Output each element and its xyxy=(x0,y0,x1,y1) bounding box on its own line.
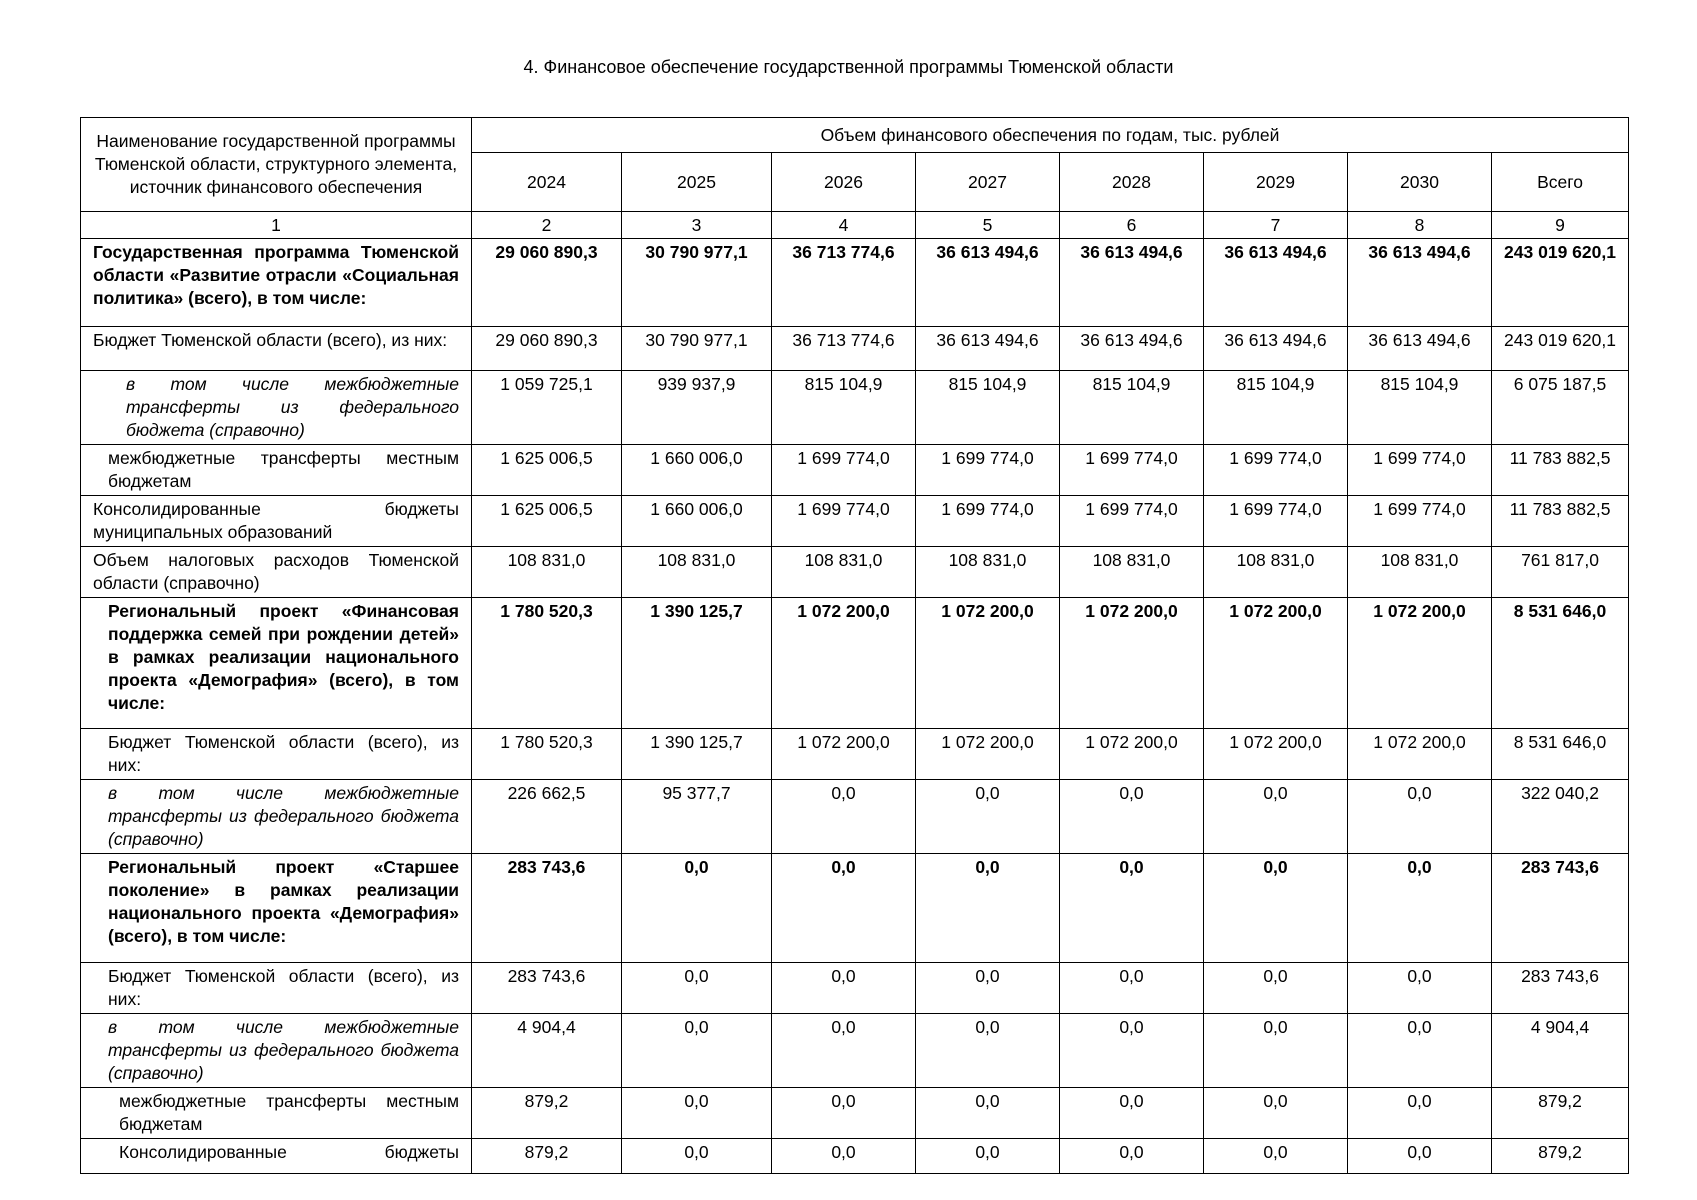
row-year-value: 1 699 774,0 xyxy=(1348,496,1492,547)
row-year-value: 0,0 xyxy=(1348,1014,1492,1088)
row-year-value: 1 699 774,0 xyxy=(916,445,1060,496)
row-year-value: 0,0 xyxy=(622,854,772,963)
row-year-value: 1 072 200,0 xyxy=(1348,729,1492,780)
row-year-value: 815 104,9 xyxy=(1060,371,1204,445)
table-row xyxy=(81,1014,1629,1088)
row-year-value: 36 613 494,6 xyxy=(916,239,1060,327)
row-name: межбюджетные трансферты местным бюджетам xyxy=(81,445,472,496)
row-year-value: 0,0 xyxy=(1348,1139,1492,1174)
row-name: Государственная программа Тюменской области «Развитие отрасли «Социальная политика» (всего), в том числе: xyxy=(81,239,472,327)
row-year-value: 0,0 xyxy=(916,854,1060,963)
row-year-value: 0,0 xyxy=(1348,963,1492,1014)
column-number-row xyxy=(81,212,1629,239)
row-year-value: 0,0 xyxy=(622,1014,772,1088)
row-name: Консолидированные бюджеты муниципальных образований xyxy=(81,496,472,547)
financing-table xyxy=(80,117,1629,1174)
table-row xyxy=(81,239,1629,327)
row-total-value: 243 019 620,1 xyxy=(1492,239,1629,327)
row-total-value: 6 075 187,5 xyxy=(1492,371,1629,445)
row-name: Бюджет Тюменской области (всего), из них: xyxy=(81,963,472,1014)
row-year-value: 1 072 200,0 xyxy=(1204,598,1348,729)
column-number: 9 xyxy=(1492,212,1629,239)
row-year-value: 0,0 xyxy=(622,963,772,1014)
column-number: 8 xyxy=(1348,212,1492,239)
row-total-value: 879,2 xyxy=(1492,1139,1629,1174)
row-year-value: 0,0 xyxy=(1204,854,1348,963)
row-year-value: 0,0 xyxy=(772,1088,916,1139)
row-total-value: 283 743,6 xyxy=(1492,854,1629,963)
row-year-value: 0,0 xyxy=(622,1088,772,1139)
header-year: 2030 xyxy=(1348,153,1492,212)
header-year: 2026 xyxy=(772,153,916,212)
row-year-value: 108 831,0 xyxy=(1060,547,1204,598)
row-year-value: 0,0 xyxy=(1060,1139,1204,1174)
row-year-value: 0,0 xyxy=(1204,1139,1348,1174)
row-year-value: 283 743,6 xyxy=(472,854,622,963)
row-total-value: 879,2 xyxy=(1492,1088,1629,1139)
row-year-value: 108 831,0 xyxy=(1348,547,1492,598)
row-year-value: 1 699 774,0 xyxy=(772,445,916,496)
row-name: Региональный проект «Финансовая поддержка семей при рождении детей» в рамках реализации национального проекта «Демография» (всего), в том числе: xyxy=(81,598,472,729)
row-year-value: 1 072 200,0 xyxy=(916,598,1060,729)
column-number: 7 xyxy=(1204,212,1348,239)
table-row xyxy=(81,598,1629,729)
row-year-value: 0,0 xyxy=(1060,854,1204,963)
row-year-value: 0,0 xyxy=(916,963,1060,1014)
row-total-value: 8 531 646,0 xyxy=(1492,598,1629,729)
header-total: Всего xyxy=(1492,153,1629,212)
row-year-value: 36 713 774,6 xyxy=(772,239,916,327)
row-year-value: 108 831,0 xyxy=(472,547,622,598)
row-name: Бюджет Тюменской области (всего), из них: xyxy=(81,729,472,780)
row-year-value: 0,0 xyxy=(1348,854,1492,963)
row-total-value: 761 817,0 xyxy=(1492,547,1629,598)
row-year-value: 0,0 xyxy=(622,1139,772,1174)
row-year-value: 1 625 006,5 xyxy=(472,496,622,547)
row-name: Бюджет Тюменской области (всего), из них: xyxy=(81,327,472,371)
row-year-value: 815 104,9 xyxy=(772,371,916,445)
row-year-value: 283 743,6 xyxy=(472,963,622,1014)
table-row xyxy=(81,1088,1629,1139)
row-year-value: 0,0 xyxy=(772,1014,916,1088)
row-year-value: 36 613 494,6 xyxy=(1060,327,1204,371)
row-year-value: 0,0 xyxy=(1204,1088,1348,1139)
row-year-value: 1 699 774,0 xyxy=(1348,445,1492,496)
row-year-value: 95 377,7 xyxy=(622,780,772,854)
row-year-value: 1 059 725,1 xyxy=(472,371,622,445)
row-total-value: 8 531 646,0 xyxy=(1492,729,1629,780)
row-year-value: 30 790 977,1 xyxy=(622,327,772,371)
document-title: 4. Финансовое обеспечение государственной программы Тюменской области xyxy=(523,57,1174,77)
row-year-value: 0,0 xyxy=(1204,780,1348,854)
row-year-value: 1 072 200,0 xyxy=(772,598,916,729)
table-row xyxy=(81,445,1629,496)
row-name: в том числе межбюджетные трансферты из федерального бюджета (справочно) xyxy=(81,1014,472,1088)
row-year-value: 1 699 774,0 xyxy=(1204,445,1348,496)
row-year-value: 36 613 494,6 xyxy=(1060,239,1204,327)
row-year-value: 1 699 774,0 xyxy=(772,496,916,547)
row-year-value: 0,0 xyxy=(916,1139,1060,1174)
row-year-value: 36 713 774,6 xyxy=(772,327,916,371)
row-year-value: 108 831,0 xyxy=(916,547,1060,598)
row-year-value: 0,0 xyxy=(1204,1014,1348,1088)
table-row xyxy=(81,1139,1629,1174)
row-year-value: 1 699 774,0 xyxy=(1204,496,1348,547)
row-year-value: 0,0 xyxy=(1060,1014,1204,1088)
row-year-value: 0,0 xyxy=(916,780,1060,854)
table-row xyxy=(81,780,1629,854)
row-year-value: 1 699 774,0 xyxy=(1060,496,1204,547)
row-year-value: 36 613 494,6 xyxy=(1348,327,1492,371)
row-year-value: 1 072 200,0 xyxy=(916,729,1060,780)
header-name-column: Наименование государственной программы Тюменской области, структурного элемента, источник финансового обеспечения xyxy=(81,118,472,212)
row-year-value: 29 060 890,3 xyxy=(472,239,622,327)
row-year-value: 1 780 520,3 xyxy=(472,729,622,780)
row-total-value: 11 783 882,5 xyxy=(1492,445,1629,496)
table-row xyxy=(81,327,1629,371)
row-year-value: 1 072 200,0 xyxy=(1060,598,1204,729)
row-year-value: 36 613 494,6 xyxy=(916,327,1060,371)
row-year-value: 815 104,9 xyxy=(1204,371,1348,445)
row-year-value: 36 613 494,6 xyxy=(1204,327,1348,371)
row-name: Региональный проект «Старшее поколение» в рамках реализации национального проекта «Демография» (всего), в том числе: xyxy=(81,854,472,963)
row-year-value: 1 072 200,0 xyxy=(772,729,916,780)
header-year: 2025 xyxy=(622,153,772,212)
row-year-value: 1 699 774,0 xyxy=(916,496,1060,547)
row-year-value: 1 780 520,3 xyxy=(472,598,622,729)
column-number: 2 xyxy=(472,212,622,239)
row-year-value: 36 613 494,6 xyxy=(1204,239,1348,327)
row-year-value: 1 390 125,7 xyxy=(622,729,772,780)
row-name: Объем налоговых расходов Тюменской области (справочно) xyxy=(81,547,472,598)
row-name: в том числе межбюджетные трансферты из федерального бюджета (справочно) xyxy=(81,780,472,854)
row-year-value: 108 831,0 xyxy=(622,547,772,598)
row-name: в том числе межбюджетные трансферты из федерального бюджета (справочно) xyxy=(81,371,472,445)
row-year-value: 1 625 006,5 xyxy=(472,445,622,496)
row-year-value: 879,2 xyxy=(472,1139,622,1174)
row-year-value: 1 072 200,0 xyxy=(1348,598,1492,729)
row-year-value: 0,0 xyxy=(772,963,916,1014)
row-total-value: 322 040,2 xyxy=(1492,780,1629,854)
header-financing-volume: Объем финансового обеспечения по годам, тыс. рублей xyxy=(472,118,1629,153)
row-year-value: 0,0 xyxy=(772,1139,916,1174)
row-year-value: 1 072 200,0 xyxy=(1060,729,1204,780)
row-year-value: 4 904,4 xyxy=(472,1014,622,1088)
row-total-value: 283 743,6 xyxy=(1492,963,1629,1014)
row-year-value: 879,2 xyxy=(472,1088,622,1139)
row-year-value: 30 790 977,1 xyxy=(622,239,772,327)
row-total-value: 243 019 620,1 xyxy=(1492,327,1629,371)
row-name: Консолидированные бюджеты xyxy=(81,1139,472,1174)
row-year-value: 0,0 xyxy=(772,780,916,854)
table-row xyxy=(81,371,1629,445)
table-row xyxy=(81,496,1629,547)
column-number: 3 xyxy=(622,212,772,239)
row-year-value: 1 072 200,0 xyxy=(1204,729,1348,780)
row-year-value: 0,0 xyxy=(1060,1088,1204,1139)
row-year-value: 0,0 xyxy=(1348,780,1492,854)
column-number: 1 xyxy=(81,212,472,239)
row-year-value: 815 104,9 xyxy=(916,371,1060,445)
row-year-value: 1 660 006,0 xyxy=(622,445,772,496)
row-year-value: 0,0 xyxy=(916,1088,1060,1139)
header-year: 2024 xyxy=(472,153,622,212)
row-year-value: 815 104,9 xyxy=(1348,371,1492,445)
row-year-value: 108 831,0 xyxy=(772,547,916,598)
row-year-value: 1 699 774,0 xyxy=(1060,445,1204,496)
row-year-value: 36 613 494,6 xyxy=(1348,239,1492,327)
header-year: 2029 xyxy=(1204,153,1348,212)
row-year-value: 0,0 xyxy=(1348,1088,1492,1139)
column-number: 4 xyxy=(772,212,916,239)
row-year-value: 0,0 xyxy=(916,1014,1060,1088)
table-row xyxy=(81,547,1629,598)
row-year-value: 1 390 125,7 xyxy=(622,598,772,729)
row-year-value: 1 660 006,0 xyxy=(622,496,772,547)
row-name: межбюджетные трансферты местным бюджетам xyxy=(81,1088,472,1139)
table-row xyxy=(81,729,1629,780)
header-year: 2028 xyxy=(1060,153,1204,212)
row-year-value: 108 831,0 xyxy=(1204,547,1348,598)
column-number: 6 xyxy=(1060,212,1204,239)
row-year-value: 0,0 xyxy=(772,854,916,963)
row-year-value: 939 937,9 xyxy=(622,371,772,445)
row-year-value: 0,0 xyxy=(1204,963,1348,1014)
row-total-value: 11 783 882,5 xyxy=(1492,496,1629,547)
row-year-value: 29 060 890,3 xyxy=(472,327,622,371)
column-number: 5 xyxy=(916,212,1060,239)
table-row xyxy=(81,963,1629,1014)
row-year-value: 226 662,5 xyxy=(472,780,622,854)
row-year-value: 0,0 xyxy=(1060,963,1204,1014)
header-year: 2027 xyxy=(916,153,1060,212)
table-row xyxy=(81,854,1629,963)
row-year-value: 0,0 xyxy=(1060,780,1204,854)
row-total-value: 4 904,4 xyxy=(1492,1014,1629,1088)
